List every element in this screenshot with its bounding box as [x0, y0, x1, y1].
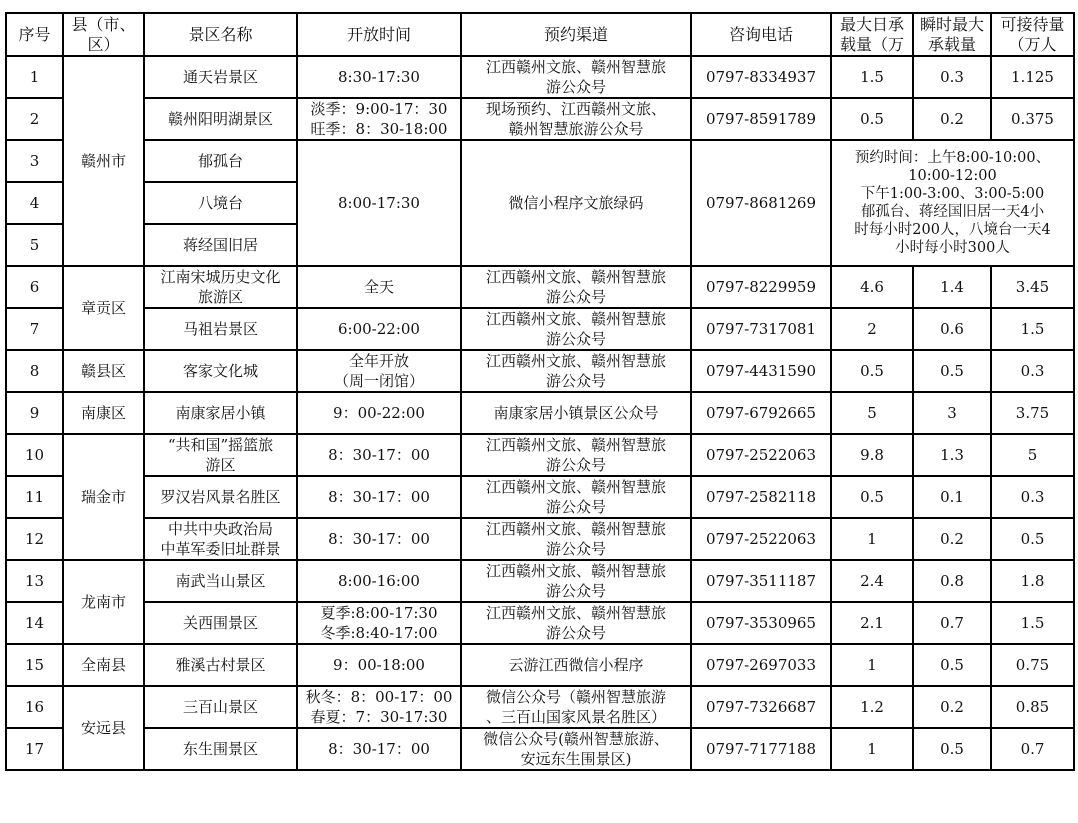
spot-name: 马祖岩景区	[144, 308, 297, 350]
row-number: 7	[6, 308, 63, 350]
max-instant-capacity: 0.2	[913, 518, 991, 560]
max-instant-capacity: 3	[913, 392, 991, 434]
opening-hours: 8:00-16:00	[297, 560, 461, 602]
opening-hours: 6:00-22:00	[297, 308, 461, 350]
row-number: 3	[6, 140, 63, 182]
spot-name: 客家文化城	[144, 350, 297, 392]
opening-hours: 9：00-18:00	[297, 644, 461, 686]
reception-capacity: 1.5	[991, 308, 1074, 350]
opening-hours: 全天	[297, 266, 461, 308]
max-daily-capacity: 2	[831, 308, 913, 350]
phone: 0797-8591789	[691, 98, 831, 140]
spot-name: “共和国”摇篮旅 游区	[144, 434, 297, 476]
spot-name: 罗汉岩风景名胜区	[144, 476, 297, 518]
phone: 0797-7177188	[691, 728, 831, 770]
row-number: 14	[6, 602, 63, 644]
table-row	[6, 434, 1074, 476]
phone: 0797-2522063	[691, 518, 831, 560]
county-cell: 赣州市	[63, 56, 144, 266]
table-row	[6, 602, 1074, 644]
header-col-channel: 预约渠道	[461, 13, 691, 56]
max-daily-capacity: 2.4	[831, 560, 913, 602]
max-instant-capacity: 0.2	[913, 98, 991, 140]
header-col-max-instant: 瞬时最大 承载量	[913, 13, 991, 56]
row-number: 6	[6, 266, 63, 308]
opening-hours: 秋冬：8：00-17：00 春夏：7：30-17:30	[297, 686, 461, 728]
booking-channel: 云游江西微信小程序	[461, 644, 691, 686]
reception-capacity: 0.7	[991, 728, 1074, 770]
row-number: 2	[6, 98, 63, 140]
table-row	[6, 308, 1074, 350]
opening-hours: 8：30-17：00	[297, 518, 461, 560]
reception-capacity: 0.3	[991, 476, 1074, 518]
reception-capacity: 3.45	[991, 266, 1074, 308]
table-row	[6, 350, 1074, 392]
booking-channel: 江西赣州文旅、赣州智慧旅 游公众号	[461, 518, 691, 560]
opening-hours: 8：30-17：00	[297, 728, 461, 770]
reception-capacity: 1.5	[991, 602, 1074, 644]
reception-capacity: 3.75	[991, 392, 1074, 434]
spot-name: 三百山景区	[144, 686, 297, 728]
max-daily-capacity: 1	[831, 644, 913, 686]
spot-name: 南康家居小镇	[144, 392, 297, 434]
max-daily-capacity: 1	[831, 728, 913, 770]
max-daily-capacity: 1.5	[831, 56, 913, 98]
max-daily-capacity: 1	[831, 518, 913, 560]
opening-hours: 8：30-17：00	[297, 476, 461, 518]
row-number: 16	[6, 686, 63, 728]
booking-time-note: 预约时间：上午8:00-10:00、 10:00-12:00 下午1:00-3:00、3:00-5:00 郁孤台、蒋经国旧居一天4小 时每小时200人，八境台一天4 小时每小时300人	[831, 140, 1074, 266]
phone: 0797-7326687	[691, 686, 831, 728]
phone: 0797-8681269	[691, 140, 831, 266]
reception-capacity: 1.125	[991, 56, 1074, 98]
max-daily-capacity: 1.2	[831, 686, 913, 728]
max-daily-capacity: 0.5	[831, 98, 913, 140]
max-instant-capacity: 0.3	[913, 56, 991, 98]
table-row	[6, 98, 1074, 140]
row-number: 9	[6, 392, 63, 434]
reception-capacity: 0.5	[991, 518, 1074, 560]
header-col-name: 景区名称	[144, 13, 297, 56]
reception-capacity: 1.8	[991, 560, 1074, 602]
row-number: 15	[6, 644, 63, 686]
reception-capacity: 0.75	[991, 644, 1074, 686]
max-instant-capacity: 1.3	[913, 434, 991, 476]
max-instant-capacity: 0.5	[913, 728, 991, 770]
max-instant-capacity: 0.2	[913, 686, 991, 728]
row-number: 12	[6, 518, 63, 560]
opening-hours: 夏季:8:00-17:30 冬季:8:40-17:00	[297, 602, 461, 644]
table-row	[6, 728, 1074, 770]
max-instant-capacity: 0.7	[913, 602, 991, 644]
row-number: 17	[6, 728, 63, 770]
opening-hours: 8：30-17：00	[297, 434, 461, 476]
row-number: 1	[6, 56, 63, 98]
spot-name: 雅溪古村景区	[144, 644, 297, 686]
reception-capacity: 0.375	[991, 98, 1074, 140]
opening-hours: 9：00-22:00	[297, 392, 461, 434]
opening-hours: 8:00-17:30	[297, 140, 461, 266]
county-cell: 安远县	[63, 686, 144, 770]
spot-name: 江南宋城历史文化 旅游区	[144, 266, 297, 308]
booking-channel: 江西赣州文旅、赣州智慧旅 游公众号	[461, 350, 691, 392]
phone: 0797-2582118	[691, 476, 831, 518]
row-number: 4	[6, 182, 63, 224]
header-col-max-daily: 最大日承 载量（万	[831, 13, 913, 56]
header-row	[6, 13, 1074, 56]
max-instant-capacity: 0.8	[913, 560, 991, 602]
booking-channel: 江西赣州文旅、赣州智慧旅 游公众号	[461, 434, 691, 476]
table-row	[6, 560, 1074, 602]
booking-channel: 江西赣州文旅、赣州智慧旅 游公众号	[461, 56, 691, 98]
max-daily-capacity: 9.8	[831, 434, 913, 476]
max-daily-capacity: 0.5	[831, 476, 913, 518]
county-cell: 龙南市	[63, 560, 144, 644]
max-instant-capacity: 0.5	[913, 644, 991, 686]
row-number: 8	[6, 350, 63, 392]
spot-name: 郁孤台	[144, 140, 297, 182]
spot-name: 南武当山景区	[144, 560, 297, 602]
max-daily-capacity: 2.1	[831, 602, 913, 644]
county-cell: 章贡区	[63, 266, 144, 350]
row-number: 13	[6, 560, 63, 602]
booking-channel: 江西赣州文旅、赣州智慧旅 游公众号	[461, 266, 691, 308]
booking-channel: 微信公众号（赣州智慧旅游 、三百山国家风景名胜区）	[461, 686, 691, 728]
header-col-phone: 咨询电话	[691, 13, 831, 56]
max-daily-capacity: 5	[831, 392, 913, 434]
table-row	[6, 56, 1074, 98]
phone: 0797-3530965	[691, 602, 831, 644]
table-row	[6, 266, 1074, 308]
spot-name: 东生围景区	[144, 728, 297, 770]
row-number: 11	[6, 476, 63, 518]
phone: 0797-4431590	[691, 350, 831, 392]
spot-name: 赣州阳明湖景区	[144, 98, 297, 140]
max-instant-capacity: 0.6	[913, 308, 991, 350]
booking-channel: 江西赣州文旅、赣州智慧旅 游公众号	[461, 560, 691, 602]
booking-channel: 江西赣州文旅、赣州智慧旅 游公众号	[461, 476, 691, 518]
phone: 0797-2522063	[691, 434, 831, 476]
table-row	[6, 644, 1074, 686]
booking-channel: 江西赣州文旅、赣州智慧旅 游公众号	[461, 602, 691, 644]
spot-name: 关西围景区	[144, 602, 297, 644]
phone: 0797-7317081	[691, 308, 831, 350]
phone: 0797-2697033	[691, 644, 831, 686]
spot-name: 通天岩景区	[144, 56, 297, 98]
phone: 0797-8334937	[691, 56, 831, 98]
reception-capacity: 0.85	[991, 686, 1074, 728]
phone: 0797-8229959	[691, 266, 831, 308]
max-daily-capacity: 4.6	[831, 266, 913, 308]
phone: 0797-6792665	[691, 392, 831, 434]
phone: 0797-3511187	[691, 560, 831, 602]
table-row	[6, 140, 1074, 182]
scenic-spot-table	[5, 12, 1075, 771]
opening-hours: 淡季：9:00-17：30 旺季：8：30-18:00	[297, 98, 461, 140]
table-row	[6, 518, 1074, 560]
table-row	[6, 686, 1074, 728]
row-number: 5	[6, 224, 63, 266]
header-col-capacity: 可接待量 （万人	[991, 13, 1074, 56]
max-instant-capacity: 0.5	[913, 350, 991, 392]
county-cell: 南康区	[63, 392, 144, 434]
opening-hours: 全年开放 （周一闭馆）	[297, 350, 461, 392]
table-row	[6, 392, 1074, 434]
county-cell: 全南县	[63, 644, 144, 686]
table-row	[6, 476, 1074, 518]
opening-hours: 8:30-17:30	[297, 56, 461, 98]
booking-channel: 微信小程序文旅绿码	[461, 140, 691, 266]
reception-capacity: 5	[991, 434, 1074, 476]
reception-capacity: 0.3	[991, 350, 1074, 392]
row-number: 10	[6, 434, 63, 476]
max-instant-capacity: 1.4	[913, 266, 991, 308]
max-daily-capacity: 0.5	[831, 350, 913, 392]
header-col-no: 序号	[6, 13, 63, 56]
booking-channel: 微信公众号(赣州智慧旅游、 安远东生围景区)	[461, 728, 691, 770]
header-col-hours: 开放时间	[297, 13, 461, 56]
spot-name: 八境台	[144, 182, 297, 224]
county-cell: 瑞金市	[63, 434, 144, 560]
booking-channel: 南康家居小镇景区公众号	[461, 392, 691, 434]
header-col-county: 县（市、 区）	[63, 13, 144, 56]
booking-channel: 江西赣州文旅、赣州智慧旅 游公众号	[461, 308, 691, 350]
spot-name: 中共中央政治局 中革军委旧址群景	[144, 518, 297, 560]
spot-name: 蒋经国旧居	[144, 224, 297, 266]
booking-channel: 现场预约、江西赣州文旅、 赣州智慧旅游公众号	[461, 98, 691, 140]
max-instant-capacity: 0.1	[913, 476, 991, 518]
county-cell: 赣县区	[63, 350, 144, 392]
